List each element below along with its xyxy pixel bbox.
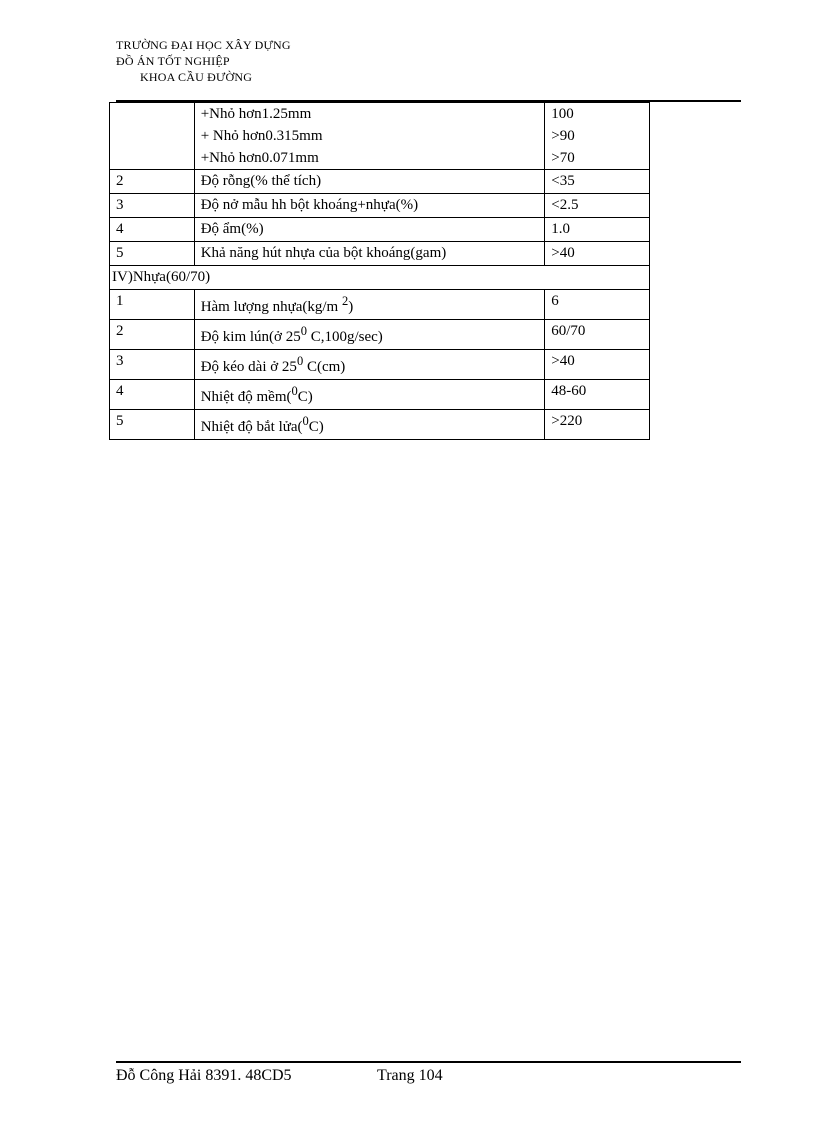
row-name-cell: Hàm lượng nhựa(kg/m $^2$) bbox=[194, 290, 545, 320]
row-number-cell: 4 bbox=[110, 218, 195, 242]
sieve-value: >90 bbox=[551, 128, 575, 144]
row-value-cell: <2.5 bbox=[545, 194, 650, 218]
row-number-cell: 5 bbox=[110, 242, 195, 266]
sieve-item: +Nhỏ hơn1.25mm bbox=[200, 106, 312, 122]
page-number: Trang 104 bbox=[377, 1067, 443, 1084]
row-value-cell: 60/70 bbox=[545, 320, 650, 350]
row-number-cell: 5 bbox=[110, 410, 195, 440]
table-row bbox=[110, 380, 650, 410]
row-value-cell: <35 bbox=[545, 170, 650, 194]
row-name-cell: Khả năng hút nhựa của bột khoáng(gam) bbox=[194, 242, 545, 266]
section-row bbox=[110, 266, 650, 290]
table-row bbox=[110, 290, 650, 320]
section-title: IV)Nhựa(60/70) bbox=[110, 266, 650, 290]
header-faculty: KHOA CẦU ĐƯỜNG bbox=[140, 70, 253, 84]
sieve-item: +Nhỏ hơn0.071mm bbox=[200, 150, 319, 166]
row-number-cell: 2 bbox=[110, 170, 195, 194]
row-number-cell: 1 bbox=[110, 290, 195, 320]
row-name-cell: Nhiệt độ mềm($^0$C) bbox=[194, 380, 545, 410]
row-value-cell: 1.0 bbox=[545, 218, 650, 242]
row-number-cell: 2 bbox=[110, 320, 195, 350]
table-row bbox=[110, 242, 650, 266]
row-number-cell: 4 bbox=[110, 380, 195, 410]
table-row bbox=[110, 194, 650, 218]
table-row bbox=[110, 103, 650, 170]
row-value-cell: 48-60 bbox=[545, 380, 650, 410]
sieve-value: >70 bbox=[551, 150, 575, 166]
footer-divider bbox=[116, 1061, 741, 1063]
row-value-cell bbox=[545, 103, 650, 170]
table-row bbox=[110, 410, 650, 440]
table-row bbox=[110, 170, 650, 194]
page-header bbox=[116, 37, 291, 85]
row-name-cell: Độ kéo dài ở $25^0$ C(cm) bbox=[194, 350, 545, 380]
sieve-value: 100 bbox=[551, 106, 574, 122]
row-name-cell: Độ rỗng(% thể tích) bbox=[194, 170, 545, 194]
table-row bbox=[110, 320, 650, 350]
row-name-cell bbox=[194, 103, 545, 170]
row-name-cell: Độ ẩm(%) bbox=[194, 218, 545, 242]
row-name-cell: Độ kim lún(ở $25^0$ C,100g/sec) bbox=[194, 320, 545, 350]
row-number-cell bbox=[110, 103, 195, 170]
row-value-cell: 6 bbox=[545, 290, 650, 320]
footer-author: Đỗ Công Hải 8391. 48CD5 bbox=[116, 1067, 292, 1084]
row-number-cell: 3 bbox=[110, 194, 195, 218]
row-number-cell: 3 bbox=[110, 350, 195, 380]
header-university: TRƯỜNG ĐẠI HỌC XÂY DỰNG bbox=[116, 38, 291, 52]
row-value-cell: >220 bbox=[545, 410, 650, 440]
row-value-cell: >40 bbox=[545, 350, 650, 380]
row-value-cell: >40 bbox=[545, 242, 650, 266]
row-name-cell: Nhiệt độ bắt lửa($^0$C) bbox=[194, 410, 545, 440]
row-name-cell: Độ nở mẫu hh bột khoáng+nhựa(%) bbox=[194, 194, 545, 218]
table-row bbox=[110, 218, 650, 242]
specification-table bbox=[109, 102, 650, 440]
table-row bbox=[110, 350, 650, 380]
header-project: ĐỒ ÁN TỐT NGHIỆP bbox=[116, 54, 230, 68]
sieve-item: + Nhỏ hơn0.315mm bbox=[200, 128, 323, 144]
